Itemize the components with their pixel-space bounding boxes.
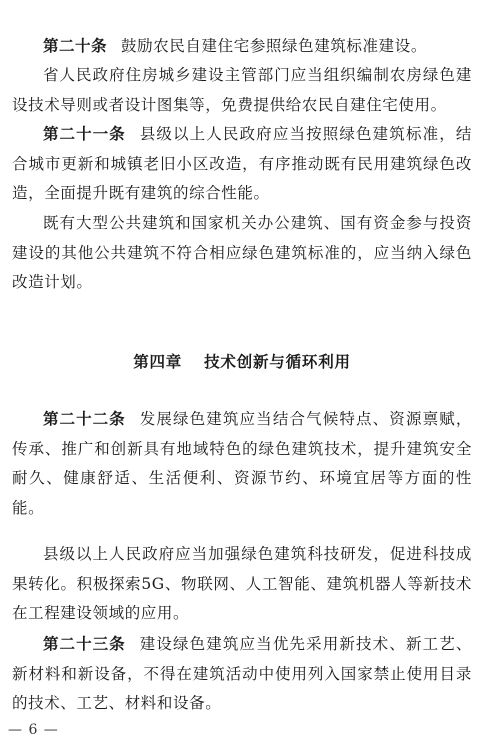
chapter-number: 第四章	[133, 353, 183, 371]
chapter-heading	[0, 350, 484, 372]
article-20-paragraph	[12, 32, 472, 62]
paragraph-text: 县级以上人民政府应当加强绿色建筑科技研发，促进科技成果转化。积极探索5G、物联网、人工智能、建筑机器人等新技术在工程建设领域的应用。	[12, 545, 472, 622]
article-text: 发展绿色建筑应当结合气候特点、资源禀赋，传承、推广和创新具有地域特色的绿色建筑技术，提升建筑安全耐久、健康舒适、生活便利、资源节约、环境宜居等方面的性能。	[12, 410, 472, 517]
body-paragraph	[12, 209, 472, 298]
chapter-title: 技术创新与循环利用	[204, 353, 351, 371]
body-paragraph	[12, 61, 472, 120]
page-number: — 6 —	[8, 722, 59, 738]
article-22-paragraph	[12, 405, 472, 523]
article-number: 第二十三条	[43, 635, 126, 653]
body-paragraph	[12, 540, 472, 629]
paragraph-text: 既有大型公共建筑和国家机关办公建筑、国有资金参与投资建设的其他公共建筑不符合相应绿色建筑标准的，应当纳入绿色改造计划。	[12, 214, 472, 291]
article-text: 建设绿色建筑应当优先采用新技术、新工艺、新材料和新设备，不得在建筑活动中使用列入国家禁止使用目录的技术、工艺、材料和设备。	[12, 635, 472, 712]
article-number: 第二十一条	[43, 125, 126, 143]
article-text: 县级以上人民政府应当按照绿色建筑标准，结合城市更新和城镇老旧小区改造，有序推动既有民用建筑绿色改造，全面提升既有建筑的综合性能。	[12, 125, 472, 202]
article-number: 第二十二条	[43, 410, 126, 428]
paragraph-text: 省人民政府住房城乡建设主管部门应当组织编制农房绿色建设技术导则或者设计图集等，免费提供给农民自建住宅使用。	[12, 66, 472, 114]
article-text: 鼓励农民自建住宅参照绿色建筑标准建设。	[121, 37, 427, 55]
article-23-paragraph	[12, 630, 472, 719]
article-number: 第二十条	[43, 37, 108, 55]
article-21-paragraph	[12, 120, 472, 209]
